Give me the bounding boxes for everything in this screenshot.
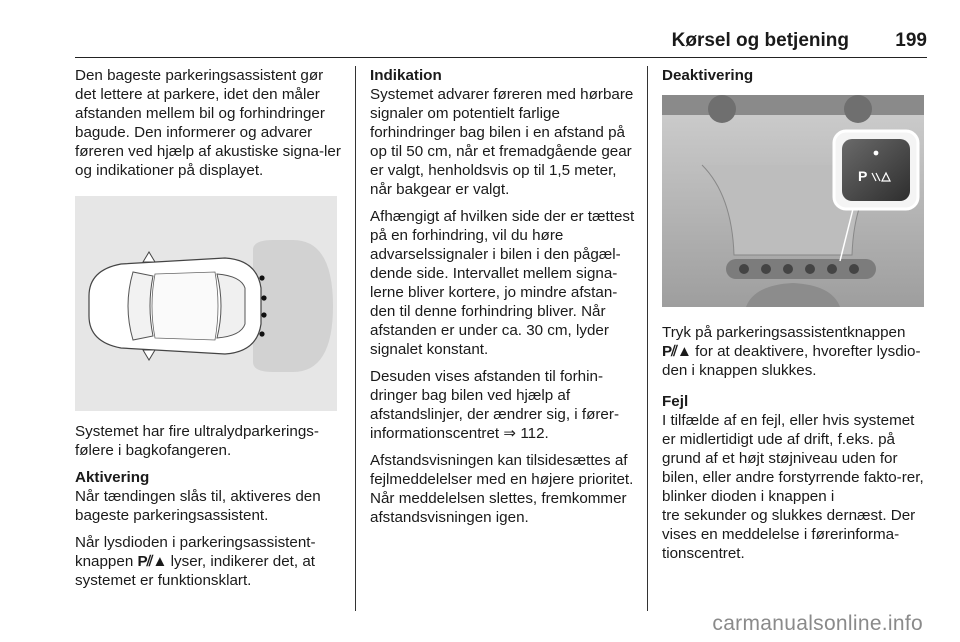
car-sensor-illustration (75, 188, 337, 416)
override-paragraph: Afstandsvisningen kan tilsidesættes af fejlmeddelelser med en højere prioritet. Når meddelelsen slettes, fremkommer afstandsvisningen igen. (370, 452, 634, 526)
park-assist-icon: P⫽▲ (137, 553, 167, 570)
column-right (662, 66, 930, 571)
led-paragraph: Når lysdioden i parkeringsassistent-knappen P⫽▲ lyser, indikerer det, at systemet er funktionsklart. (75, 534, 316, 589)
page-number: 199 (895, 30, 927, 51)
press-paragraph: Tryk på parkeringsassistentknappen P⫽▲ for at deaktivere, hvorefter lysdio-den i knappen slukkes. (662, 324, 921, 379)
intro-paragraph: Den bageste parkeringsassistent gør det lettere at parkere, idet den måler afstanden mellem bil og forhindringer bagude. Den informerer og advarer føreren ved hjælp af akustiske signa-ler og indikationer på displayet. (75, 67, 341, 179)
header-rule (75, 57, 927, 58)
indication-paragraph: Systemet advarer føreren med hørbare signaler om potentielt farlige forhindringer bag bilen i en afstand på op til 50 cm, når et fremadgående gear er valgt, henholdsvis op til 1,5 meter, når bakgear er valgt. (370, 86, 634, 198)
page-header (75, 22, 927, 58)
sensors-paragraph: Systemet har fire ultralydparkerings-følere i bagkofangeren. (75, 423, 319, 459)
watermark: carmanualsonline.info (712, 612, 923, 635)
button-p-label: P (858, 168, 868, 184)
display-paragraph: Desuden vises afstanden til forhin-dringer bag bilen ved hjælp af afstandslinjer, der ændrer sig, i fører-informationscentret ⇒ 112. (370, 368, 619, 442)
error-paragraph-1: I tilfælde af en fejl, eller hvis systemet er midlertidigt ude af drift, f.eks. på grund af et højt støjniveau uden for bilen, eller andre forstyrrende fakto-rer, blinker dioden i knappen i (662, 412, 924, 505)
deactivation-heading: Deaktivering (662, 67, 754, 84)
column-left (75, 66, 345, 598)
indication-heading: Indikation (370, 67, 442, 84)
error-heading: Fejl (662, 393, 689, 410)
activation-heading: Aktivering (75, 469, 150, 486)
console-button-photo (662, 95, 924, 307)
column-middle (370, 66, 635, 535)
column-divider (355, 66, 356, 611)
activation-paragraph: Når tændingen slås til, aktiveres den bageste parkeringsassistent. (75, 488, 321, 524)
error-paragraph-2: tre sekunder og slukkes dernæst. Der vises en meddelelse i førerinforma-tionscentret. (662, 507, 916, 562)
page-title: Kørsel og betjening (671, 30, 849, 51)
park-assist-icon: P⫽▲ (662, 343, 691, 360)
side-paragraph: Afhængigt af hvilken side der er tættest på en forhindring, vil du høre advarselssignaler i bilen i den pågæl-dende side. Intervallet mellem signa-lerne bliver kortere, jo mindre afstan-den til denne forhindring bliver. Når afstanden er under ca. 30 cm, lyder signalet konstant. (370, 208, 635, 358)
column-divider (647, 66, 648, 611)
